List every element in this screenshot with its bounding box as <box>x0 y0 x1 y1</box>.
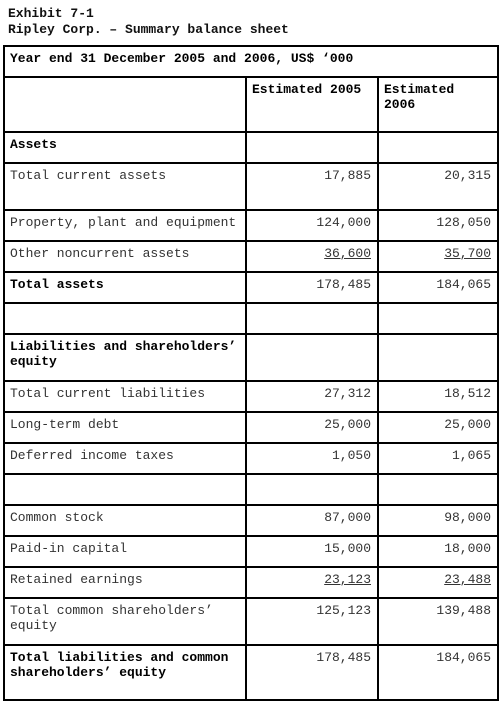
row-label: Total assets <box>4 272 246 303</box>
value-2006 <box>378 163 498 210</box>
exhibit-header <box>8 6 289 38</box>
value-text: 20,315 <box>444 168 492 183</box>
caption-row <box>4 46 498 77</box>
value-text: 18,512 <box>444 386 492 401</box>
table-row <box>4 443 498 474</box>
value-2005 <box>246 412 378 443</box>
row-label: Assets <box>4 132 246 163</box>
row-label: Paid-in capital <box>4 536 246 567</box>
value-2006 <box>378 381 498 412</box>
table-row <box>4 567 498 598</box>
table-row <box>4 381 498 412</box>
value-text: 27,312 <box>324 386 371 401</box>
table-row <box>4 241 498 272</box>
value-2005 <box>246 334 378 381</box>
exhibit-number: Exhibit 7-1 <box>8 6 94 21</box>
row-label <box>4 474 246 505</box>
column-header-2005: Estimated 2005 <box>246 77 378 132</box>
value-text: 35,700 <box>444 246 492 261</box>
row-label: Deferred income taxes <box>4 443 246 474</box>
value-2006 <box>378 567 498 598</box>
value-text: 98,000 <box>444 510 492 525</box>
table-row <box>4 474 498 505</box>
value-2006 <box>378 645 498 700</box>
value-2006 <box>378 210 498 241</box>
value-2006 <box>378 443 498 474</box>
value-2005 <box>246 598 378 645</box>
table-row <box>4 303 498 334</box>
value-2005 <box>246 163 378 210</box>
value-2006 <box>378 241 498 272</box>
table-caption: Year end 31 December 2005 and 2006, US$ ‘000 <box>4 46 498 77</box>
table-row <box>4 132 498 163</box>
value-text: 23,488 <box>444 572 492 587</box>
value-text: 184,065 <box>436 277 492 292</box>
value-2006 <box>378 303 498 334</box>
row-label: Long-term debt <box>4 412 246 443</box>
value-2005 <box>246 272 378 303</box>
row-label: Retained earnings <box>4 567 246 598</box>
value-text: 17,885 <box>324 168 371 183</box>
value-2006 <box>378 536 498 567</box>
value-text: 36,600 <box>324 246 371 261</box>
value-2006 <box>378 598 498 645</box>
value-2006 <box>378 272 498 303</box>
table-row <box>4 598 498 645</box>
value-text: 1,050 <box>331 448 371 463</box>
balance-sheet-table <box>3 45 499 701</box>
table-row <box>4 645 498 700</box>
value-text: 184,065 <box>436 650 492 665</box>
table-row <box>4 163 498 210</box>
row-label: Total common shareholders’ equity <box>4 598 246 645</box>
value-2005 <box>246 303 378 334</box>
value-2005 <box>246 536 378 567</box>
row-label: Total liabilities and common shareholders’ equity <box>4 645 246 700</box>
value-2005 <box>246 381 378 412</box>
value-2005 <box>246 474 378 505</box>
column-header-row <box>4 77 498 132</box>
row-label: Total current assets <box>4 163 246 210</box>
value-2005 <box>246 132 378 163</box>
table-row <box>4 334 498 381</box>
row-label <box>4 303 246 334</box>
row-label: Total current liabilities <box>4 381 246 412</box>
value-2006 <box>378 474 498 505</box>
value-2006 <box>378 334 498 381</box>
value-text: 139,488 <box>436 603 492 618</box>
value-text: 15,000 <box>324 541 371 556</box>
value-text: 18,000 <box>444 541 492 556</box>
value-text: 1,065 <box>452 448 492 463</box>
value-text: 125,123 <box>316 603 371 618</box>
empty-header-cell <box>4 77 246 132</box>
value-2006 <box>378 505 498 536</box>
value-text: 25,000 <box>324 417 371 432</box>
value-2005 <box>246 645 378 700</box>
value-text: 25,000 <box>444 417 492 432</box>
table-row <box>4 272 498 303</box>
value-text: 178,485 <box>316 277 371 292</box>
value-text: 23,123 <box>324 572 371 587</box>
column-header-2006: Estimated 2006 <box>378 77 498 132</box>
value-text: 87,000 <box>324 510 371 525</box>
table-row <box>4 536 498 567</box>
value-2005 <box>246 505 378 536</box>
row-label: Other noncurrent assets <box>4 241 246 272</box>
value-2006 <box>378 132 498 163</box>
value-2005 <box>246 241 378 272</box>
table-row <box>4 210 498 241</box>
value-2005 <box>246 443 378 474</box>
row-label: Liabilities and shareholders’ equity <box>4 334 246 381</box>
table-row <box>4 412 498 443</box>
row-label: Property, plant and equipment <box>4 210 246 241</box>
value-text: 124,000 <box>316 215 371 230</box>
exhibit-title: Ripley Corp. – Summary balance sheet <box>8 22 289 37</box>
table-row <box>4 505 498 536</box>
value-text: 128,050 <box>436 215 492 230</box>
row-label: Common stock <box>4 505 246 536</box>
value-2005 <box>246 210 378 241</box>
value-2005 <box>246 567 378 598</box>
value-2006 <box>378 412 498 443</box>
value-text: 178,485 <box>316 650 371 665</box>
